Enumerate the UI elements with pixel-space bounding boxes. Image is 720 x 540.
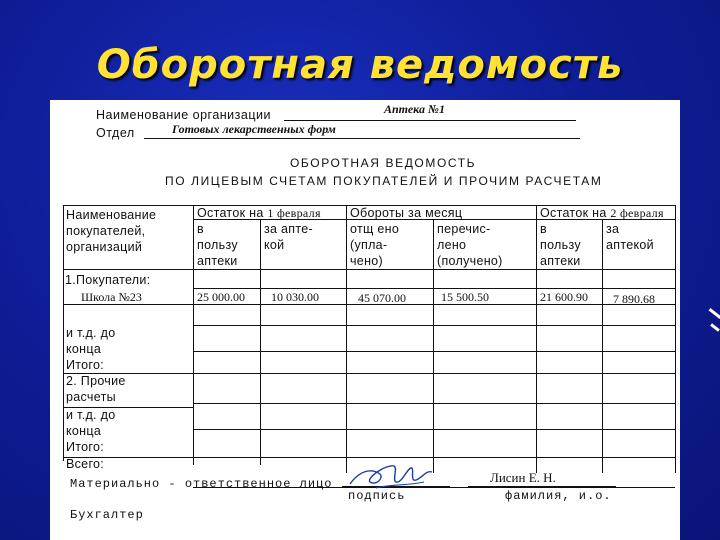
sub-header-closing-pharmacy: в пользу аптеки	[540, 222, 581, 268]
sub-header-paid: отщ ено (упла- чено)	[350, 222, 400, 268]
section-other: 2. Прочие расчеты	[66, 374, 126, 404]
section-buyers: 1.Покупатели:	[65, 273, 151, 287]
opening-date: 1 февраля	[267, 206, 321, 220]
responsible-person-label: Материально - ответственное лицо	[70, 477, 333, 491]
value-closing-owed: 7 890.68	[613, 292, 655, 306]
total-row-2: Итого:	[66, 440, 105, 454]
accountant-label: Бухгалтер	[70, 508, 144, 522]
document-subtitle: ПО ЛИЦЕВЫМ СЧЕТАМ ПОКУПАТЕЛЕЙ И ПРОЧИМ РАСЧЕТАМ	[165, 174, 603, 188]
sub-header-opening-pharmacy: в пользу аптеки	[197, 222, 238, 268]
value-opening-owed: 10 030.00	[271, 290, 319, 304]
decorative-line	[709, 308, 720, 319]
col-header-turnover: Обороты за месяц	[350, 206, 463, 220]
value-transferred: 15 500.50	[441, 290, 489, 304]
statement-document	[50, 100, 680, 540]
col-header-opening	[197, 205, 321, 221]
dept-underline	[144, 138, 580, 139]
org-value: Аптека №1	[384, 102, 445, 116]
grand-total-row: Всего:	[66, 457, 105, 471]
handwritten-signature	[346, 460, 436, 492]
dept-value: Готовых лекарственных форм	[172, 122, 336, 136]
col-header-name: Наименование покупателей, организаций	[66, 208, 157, 254]
row-school-name: Школа №23	[81, 290, 142, 304]
col-header-closing	[540, 205, 664, 221]
document-title: ОБОРОТНАЯ ВЕДОМОСТЬ	[290, 156, 477, 170]
sub-header-closing-owed: за аптекой	[606, 222, 654, 252]
decorative-line	[710, 323, 720, 332]
opening-group-label: Остаток на	[197, 206, 264, 220]
name-underline	[468, 486, 616, 487]
total-row-1: Итого:	[66, 358, 105, 372]
responsible-name: Лисин Е. Н.	[490, 470, 556, 485]
signature-caption: подпись	[348, 489, 406, 503]
value-opening-pharmacy: 25 000.00	[197, 290, 245, 304]
etc-row-2: и т.д. до конца	[66, 408, 116, 438]
value-paid: 45 070.00	[358, 291, 406, 305]
etc-row-1: и т.д. до конца	[66, 326, 116, 356]
value-closing-pharmacy: 21 600.90	[540, 290, 588, 304]
org-underline	[284, 120, 576, 121]
name-caption: фамилия, и.о.	[505, 489, 612, 503]
closing-date: 2 февраля	[610, 206, 664, 220]
sub-header-opening-owed: за апте- кой	[264, 222, 313, 252]
dept-label: Отдел	[96, 126, 135, 140]
sub-header-transferred: перечис- лено (получено)	[437, 222, 503, 268]
org-label: Наименование организации	[96, 108, 271, 122]
slide-title: Оборотная ведомость	[96, 42, 624, 88]
closing-group-label: Остаток на	[540, 206, 607, 220]
